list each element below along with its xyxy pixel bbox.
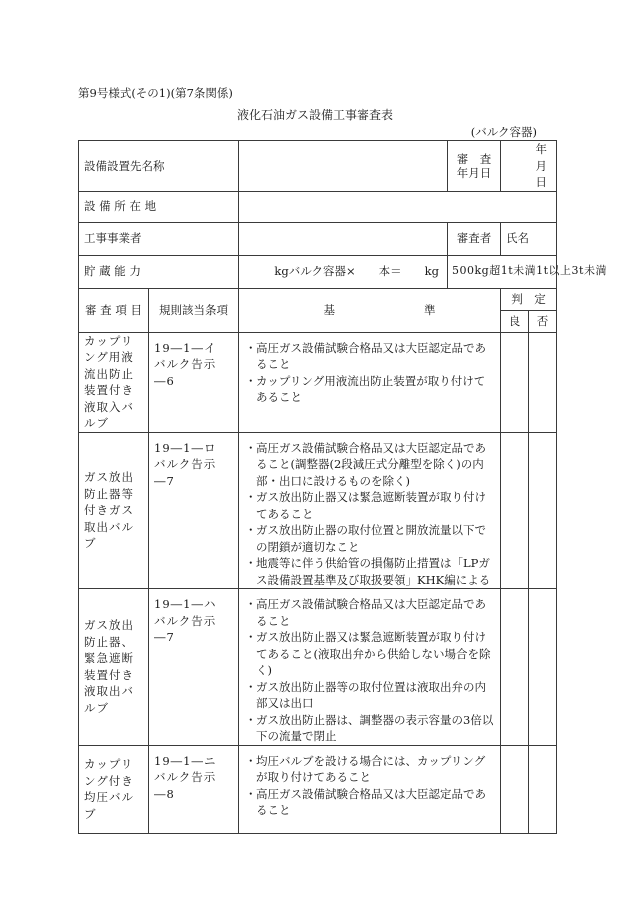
reviewer-label: 審査者 [448,222,501,255]
reviewer-name-field[interactable] [501,222,557,255]
col-criteria-header-b: 準 [424,302,436,317]
row-criteria [239,432,501,589]
col-rule-header: 規則該当条項 [149,288,239,332]
bullet-icon: ・ [245,630,257,644]
capacity-value[interactable]: kgバルク容器× 本＝ kg [239,255,448,288]
criteria-line [245,373,496,406]
row-rule-line2: バルク告示―8 [154,770,217,801]
row-judgment-good[interactable] [501,432,529,589]
bullet-icon: ・ [245,679,257,694]
contractor-field[interactable] [239,222,448,255]
row-rule [149,332,239,432]
criteria-text: 高圧ガス設備試験合格品又は大臣認定品であること(調整器(2段減圧式分離型を除く)の内部・出口に設けるものを除く) [256,440,486,488]
criteria-line [245,522,496,555]
criteria-line [245,340,496,373]
review-date-label-line1: 審 査 [456,151,492,166]
bullet-icon: ・ [245,753,257,768]
capacity-label [79,255,239,288]
criteria-text: ガス放出防止器等の取付位置は液取出弁の内部又は出口 [256,679,486,710]
row-rule-line1: 19―1―ハ [154,597,217,611]
install-name-field[interactable] [239,141,448,192]
criteria-text: ガス放出防止器は、調整器の表示容量の3倍以下の流量で閉止 [256,712,494,743]
date-year-label: 年 [535,142,548,156]
row-judgment-good[interactable] [501,589,529,746]
date-month-label: 月 [535,158,548,173]
review-row [79,332,557,432]
review-table [78,140,607,834]
document-title: 液化石油ガス設備工事審査表 [236,108,393,122]
criteria-text: 地震等に伴う供給管の損傷防止措置は「LPガス設備設置基準及び取扱要領」KHK編による [256,556,491,587]
row-rule [149,589,239,746]
document-subtitle: (バルク容器) [470,125,537,139]
row-item: カップリング用液流出防止装置付き液取入バルブ [79,332,149,432]
date-day-label: 日 [535,175,548,189]
location-field[interactable] [239,191,557,222]
review-date-field[interactable] [501,141,557,192]
criteria-text: 均圧バルブを設ける場合には、カップリングが取り付けてあること [256,753,486,784]
row-judgment-bad[interactable] [529,589,557,746]
install-name-label: 設備設置先名称 [79,141,239,192]
row-judgment-bad[interactable] [529,432,557,589]
criteria-line [245,440,496,490]
bullet-icon: ・ [245,786,257,801]
criteria-text: 高圧ガス設備試験合格品又は大臣認定品であること [256,340,486,371]
bullet-icon: ・ [245,597,257,611]
criteria-line [245,786,496,819]
criteria-text: ガス放出防止器の取付位置と開放流量以下での閉鎖が適切なこと [256,523,486,554]
criteria-line [245,596,496,629]
row-rule [149,432,239,589]
form-number: 第9号様式(その1)(第7条関係) [78,86,233,100]
location-label [79,191,239,222]
row-rule-line2: バルク告示―7 [154,613,217,644]
criteria-text: カップリング用液流出防止装置が取り付けてあること [256,373,486,404]
review-date-label-line2: 年月日 [456,165,492,180]
bullet-icon: ・ [245,556,257,570]
criteria-text: ガス放出防止器又は緊急遮断装置が取り付けてあること [256,490,486,521]
bullet-icon: ・ [245,712,257,727]
contractor-label-text: 工事事業者 [84,231,142,246]
row-criteria [239,589,501,746]
row-rule [149,745,239,833]
row-criteria [239,745,501,833]
review-row [79,589,557,746]
contractor-label [79,222,239,255]
row-item: ガス放出防止器、緊急遮断装置付き液取出バルブ [79,589,149,746]
bullet-icon: ・ [245,440,257,455]
row-judgment-bad[interactable] [529,745,557,833]
col-criteria-header-a: 基 [323,302,335,317]
row-judgment-good[interactable] [501,745,529,833]
criteria-line [245,753,496,786]
row-rule-line1: 19―1―ニ [154,753,217,768]
col-item-header: 審 査 項 目 [79,288,149,332]
criteria-text: 高圧ガス設備試験合格品又は大臣認定品であること [256,597,486,628]
name-label: 氏名 [506,231,529,246]
col-bad-header: 否 [529,310,557,332]
row-rule-line1: 19―1―イ [154,340,217,355]
bullet-icon: ・ [245,373,257,388]
criteria-line [245,555,496,588]
location-label-text: 設 備 所 在 地 [84,199,157,214]
bullet-icon: ・ [245,523,257,537]
criteria-line [245,489,496,522]
criteria-line [245,679,496,712]
bullet-icon: ・ [245,490,257,504]
col-judgment-header: 判 定 [501,288,557,310]
row-item: ガス放出防止器等付きガス取出バルブ [79,432,149,589]
row-item: カップリング付き均圧バルブ [79,745,149,833]
row-rule-line1: 19―1―ロ [154,440,217,455]
review-row [79,432,557,589]
col-good-header: 良 [501,310,529,332]
bullet-icon: ・ [245,340,257,355]
row-judgment-good[interactable] [501,332,529,432]
row-rule-line2: バルク告示―7 [154,457,217,488]
review-row [79,745,557,833]
criteria-line [245,712,496,745]
row-rule-line2: バルク告示―6 [154,357,217,388]
capacity-class[interactable]: 500kg超1t未満1t以上3t未満 [448,255,557,288]
row-criteria [239,332,501,432]
criteria-line [245,629,496,679]
row-judgment-bad[interactable] [529,332,557,432]
criteria-text: ガス放出防止器又は緊急遮断装置が取り付けてあること(液取出弁から供給しない場合を除く) [256,630,491,677]
criteria-text: 高圧ガス設備試験合格品又は大臣認定品であること [256,786,486,817]
col-criteria-header [239,288,501,332]
review-date-label [448,141,501,192]
capacity-label-text: 貯 蔵 能 力 [84,264,141,279]
